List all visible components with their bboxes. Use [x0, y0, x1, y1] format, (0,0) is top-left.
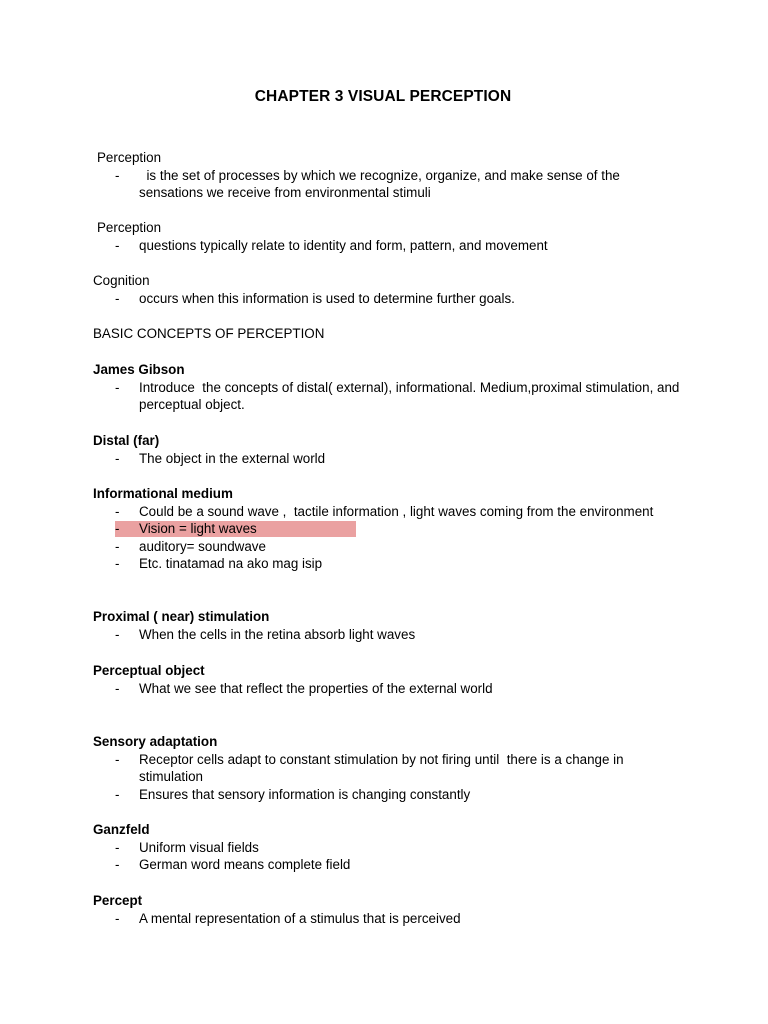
bullet-dash: -: [115, 626, 120, 642]
section-james-gibson: [93, 361, 683, 414]
list-item-text: questions typically relate to identity and form, pattern, and movement: [139, 237, 548, 253]
list-item-text: Vision = light waves: [139, 521, 257, 537]
list-item-text: The object in the external world: [139, 450, 326, 466]
list-item: [93, 626, 683, 644]
bullet-list: [93, 290, 683, 308]
section-heading: Informational medium: [93, 486, 233, 501]
section-heading: Cognition: [93, 273, 150, 288]
bullet-dash: -: [115, 503, 120, 519]
list-item: [93, 856, 683, 874]
bullet-dash: -: [115, 786, 120, 802]
section-informational-medium: [93, 485, 683, 573]
section-sensory-adaptation: [93, 733, 683, 803]
section-heading: Ganzfeld: [93, 822, 150, 837]
section-perception-questions: [93, 219, 683, 254]
list-item-text: Receptor cells adapt to constant stimulation by not firing until there is a change in stimulation: [139, 751, 628, 785]
list-item: [93, 751, 683, 786]
bullet-dash: -: [115, 237, 120, 253]
section-basic-concepts: [93, 325, 683, 343]
list-item-highlighted: [93, 520, 683, 538]
bullet-list: [93, 839, 683, 874]
list-item-text: Ensures that sensory information is changing constantly: [139, 786, 471, 802]
list-item: [93, 503, 683, 521]
list-item-text: Could be a sound wave , tactile information , light waves coming from the environment: [139, 503, 654, 519]
section-heading: Sensory adaptation: [93, 734, 218, 749]
bullet-dash: -: [115, 839, 120, 855]
list-item: [93, 450, 683, 468]
bullet-list: [93, 503, 683, 573]
section-heading: Percept: [93, 893, 143, 908]
list-item: [93, 290, 683, 308]
section-ganzfeld: [93, 821, 683, 874]
bullet-dash: -: [115, 857, 120, 873]
list-item: [93, 680, 683, 698]
bullet-dash: -: [115, 538, 120, 554]
list-item-text: What we see that reflect the properties of the external world: [139, 680, 493, 696]
list-item: [93, 839, 683, 857]
list-item-text: A mental representation of a stimulus that is perceived: [139, 910, 461, 926]
bullet-list: [93, 626, 683, 644]
bullet-dash: -: [115, 450, 120, 466]
section-perception-definition: [93, 149, 683, 202]
bullet-dash: -: [115, 379, 120, 395]
bullet-dash: -: [115, 290, 120, 306]
list-item: [93, 538, 683, 556]
list-item-text: Introduce the concepts of distal( external), informational. Medium,proximal stimulation, and perceptual object.: [139, 379, 684, 413]
bullet-dash: -: [115, 521, 120, 537]
list-item: [93, 237, 683, 255]
list-item-text: When the cells in the retina absorb light waves: [139, 626, 416, 642]
list-item-text: Uniform visual fields: [139, 839, 259, 855]
section-heading: James Gibson: [93, 362, 185, 377]
bullet-dash: -: [115, 167, 120, 183]
list-item-text: Etc. tinatamad na ako mag isip: [139, 556, 323, 572]
list-item: [93, 555, 683, 573]
list-item-text: occurs when this information is used to determine further goals.: [139, 290, 515, 306]
bullet-dash: -: [115, 680, 120, 696]
page-title: CHAPTER 3 VISUAL PERCEPTION: [254, 88, 512, 105]
bullet-list: [93, 910, 683, 928]
section-proximal-stimulation: [93, 608, 683, 643]
list-item-text: is the set of processes by which we recognize, organize, and make sense of the sensations we receive from environmental stimuli: [139, 167, 624, 201]
section-heading: Distal (far): [93, 433, 160, 448]
section-heading: BASIC CONCEPTS OF PERCEPTION: [93, 326, 325, 341]
list-item: [93, 910, 683, 928]
bullet-list: [93, 167, 683, 202]
section-heading: Perception: [97, 220, 162, 235]
section-percept: [93, 892, 683, 927]
section-cognition: [93, 272, 683, 307]
bullet-list: [93, 680, 683, 698]
list-item: [93, 167, 683, 202]
bullet-list: [93, 237, 683, 255]
bullet-list: [93, 450, 683, 468]
section-heading: Perceptual object: [93, 663, 205, 678]
section-heading: Perception: [97, 150, 162, 165]
bullet-dash: -: [115, 910, 120, 926]
section-distal: [93, 432, 683, 467]
list-item-text: auditory= soundwave: [139, 538, 266, 554]
bullet-dash: -: [115, 556, 120, 572]
bullet-dash: -: [115, 751, 120, 767]
list-item-text: German word means complete field: [139, 857, 351, 873]
bullet-list: [93, 379, 683, 414]
list-item: [93, 379, 683, 414]
bullet-list: [93, 751, 683, 804]
section-heading: Proximal ( near) stimulation: [93, 609, 270, 624]
list-item: [93, 786, 683, 804]
section-perceptual-object: [93, 662, 683, 697]
